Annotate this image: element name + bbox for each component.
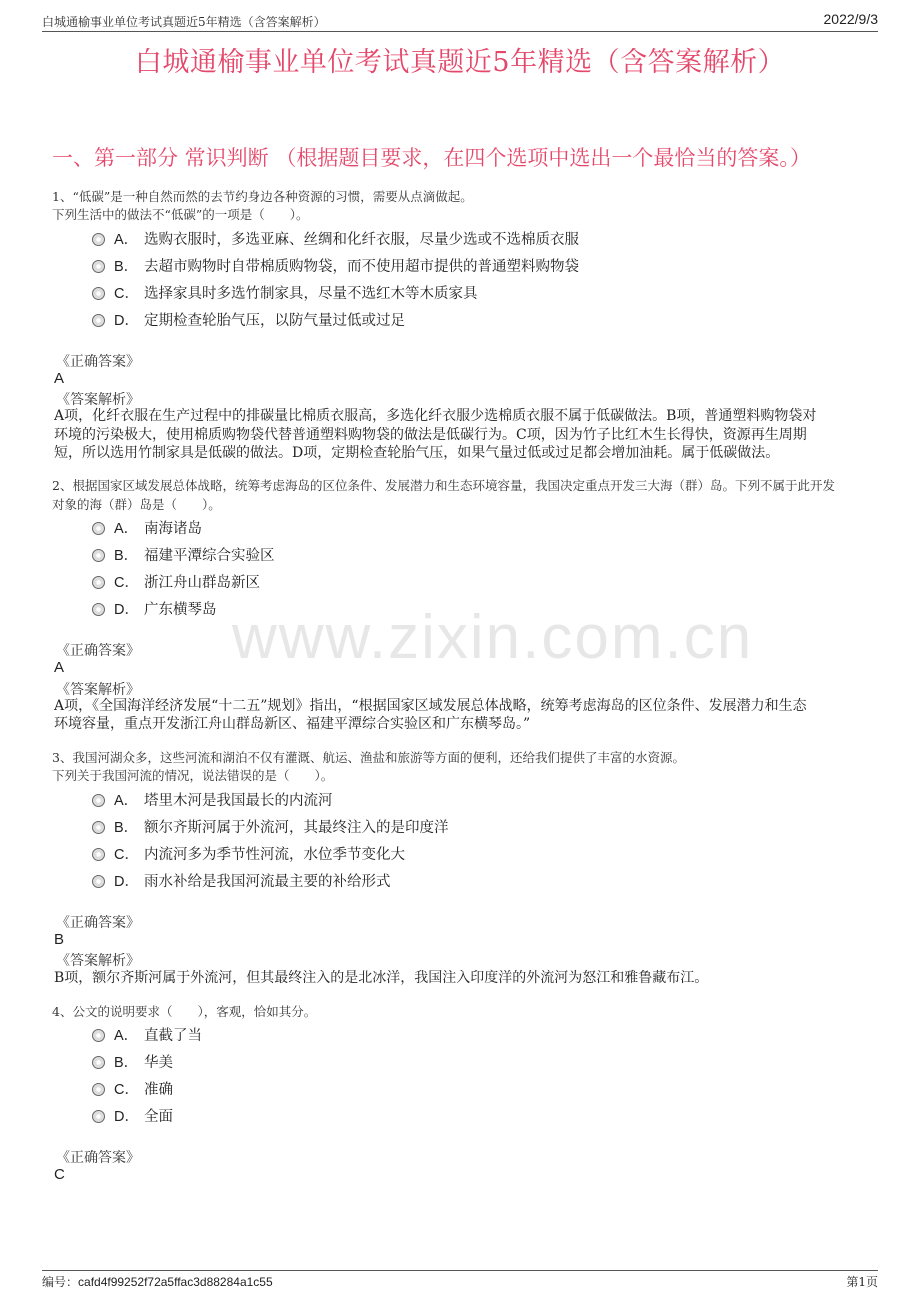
option-letter: B． xyxy=(114,259,139,275)
option-letter: C． xyxy=(114,847,139,863)
analysis-text-line2: 环境的污染极大，使用棉质购物袋代替普通塑料购物袋的做法是低碳行为。C项，因为竹子比红木生长得快，资源再生周期 xyxy=(54,427,807,443)
option-letter: B． xyxy=(114,820,139,836)
radio-icon[interactable] xyxy=(92,794,105,807)
radio-icon[interactable] xyxy=(92,260,105,273)
footer-code-value: cafd4f99252f72a5ffac3d88284a1c55 xyxy=(78,1275,273,1289)
correct-answer-value: B xyxy=(54,931,65,948)
radio-icon[interactable] xyxy=(92,1056,105,1069)
option-letter: C． xyxy=(114,575,139,591)
option-letter: C． xyxy=(114,286,139,302)
question-2-text-line1: 2、根据国家区域发展总体战略，统筹考虑海岛的区位条件、发展潜力和生态环境容量，我国决定重点开发三大海（群）岛。下列不属于此开发 xyxy=(52,478,835,493)
radio-icon[interactable] xyxy=(92,1083,105,1096)
option-text: 塔里木河是我国最长的内流河 xyxy=(144,793,333,809)
option-text: 全面 xyxy=(144,1109,173,1125)
option-text: 华美 xyxy=(144,1055,173,1071)
footer-page-number: 第1页 xyxy=(846,1275,878,1289)
question-1-text-line1: 1、“低碳”是一种自然而然的去节约身边各种资源的习惯，需要从点滴做起。 xyxy=(52,189,473,204)
option-letter: D． xyxy=(114,602,139,618)
analysis-label: 《答案解析》 xyxy=(56,953,140,969)
footer-code-label: 编号： xyxy=(42,1275,79,1289)
question-1-text-line2: 下列生活中的做法不“低碳”的一项是（ ）。 xyxy=(52,207,309,222)
correct-answer-value: C xyxy=(54,1166,65,1183)
analysis-text-line1: A项，《全国海洋经济发展“十二五”规划》指出，“根据国家区域发展总体战略，统筹考虑海岛的区位条件、发展潜力和生态 xyxy=(54,698,807,714)
correct-answer-label: 《正确答案》 xyxy=(56,354,140,370)
option-text: 南海诸岛 xyxy=(144,521,202,537)
radio-icon[interactable] xyxy=(92,287,105,300)
radio-icon[interactable] xyxy=(92,576,105,589)
section-heading: 一、第一部分 常识判断 （根据题目要求，在四个选项中选出一个最恰当的答案。） xyxy=(52,146,811,170)
question-3-text-line1: 3、我国河湖众多，这些河流和湖泊不仅有灌溉、航运、渔盐和旅游等方面的便利，还给我们提供了丰富的水资源。 xyxy=(52,750,685,765)
question-2-text-line2: 对象的海（群）岛是（ ）。 xyxy=(52,497,221,512)
correct-answer-value: A xyxy=(54,370,65,387)
question-4-text-line1: 4、公文的说明要求（ ），客观，恰如其分。 xyxy=(52,1004,317,1019)
radio-icon[interactable] xyxy=(92,821,105,834)
footer-divider xyxy=(42,1270,878,1271)
option-text: 选购衣服时，多选亚麻、丝绸和化纤衣服，尽量少选或不选棉质衣服 xyxy=(144,232,579,248)
option-text: 福建平潭综合实验区 xyxy=(144,548,275,564)
radio-icon[interactable] xyxy=(92,233,105,246)
watermark: www.zixin.com.cn xyxy=(232,603,754,672)
radio-icon[interactable] xyxy=(92,549,105,562)
option-text: 选择家具时多选竹制家具，尽量不选红木等木质家具 xyxy=(144,286,478,302)
analysis-text-line1: A项，化纤衣服在生产过程中的排碳量比棉质衣服高，多选化纤衣服少选棉质衣服不属于低碳做法。B项，普通塑料购物袋对 xyxy=(54,408,817,424)
analysis-text-line3: 短，所以选用竹制家具是低碳的做法。D项，定期检查轮胎气压，如果气量过低或过足都会增加油耗。属于低碳做法。 xyxy=(54,445,780,461)
option-text: 内流河多为季节性河流，水位季节变化大 xyxy=(144,847,405,863)
page-header xyxy=(42,10,878,32)
option-letter: A． xyxy=(114,793,139,809)
radio-icon[interactable] xyxy=(92,875,105,888)
option-letter: B． xyxy=(114,548,139,564)
correct-answer-label: 《正确答案》 xyxy=(56,1150,140,1166)
correct-answer-value: A xyxy=(54,659,65,676)
option-text: 浙江舟山群岛新区 xyxy=(144,575,260,591)
option-letter: D． xyxy=(114,313,139,329)
option-letter: A． xyxy=(114,1028,139,1044)
option-text: 雨水补给是我国河流最主要的补给形式 xyxy=(144,874,391,890)
radio-icon[interactable] xyxy=(92,603,105,616)
header-date: 2022/9/3 xyxy=(823,11,878,27)
footer-doc-code xyxy=(42,1273,273,1290)
option-letter: A． xyxy=(114,232,139,248)
analysis-text-line1: B项，额尔齐斯河属于外流河，但其最终注入的是北冰洋，我国注入印度洋的外流河为怒江和雅鲁藏布江。 xyxy=(54,970,709,986)
radio-icon[interactable] xyxy=(92,1110,105,1123)
analysis-text-line2: 环境容量，重点开发浙江舟山群岛新区、福建平潭综合实验区和广东横琴岛。” xyxy=(54,716,531,732)
analysis-label: 《答案解析》 xyxy=(56,682,140,698)
header-doc-name: 白城通榆事业单位考试真题近5年精选（含答案解析） xyxy=(42,15,326,29)
option-letter: C． xyxy=(114,1082,139,1098)
option-text: 广东横琴岛 xyxy=(144,602,217,618)
document-title: 白城通榆事业单位考试真题近5年精选（含答案解析） xyxy=(134,47,786,78)
question-3-text-line2: 下列关于我国河流的情况，说法错误的是（ ）。 xyxy=(52,768,334,783)
option-letter: D． xyxy=(114,874,139,890)
radio-icon[interactable] xyxy=(92,1029,105,1042)
option-letter: D． xyxy=(114,1109,139,1125)
correct-answer-label: 《正确答案》 xyxy=(56,915,140,931)
option-letter: B． xyxy=(114,1055,139,1071)
option-text: 额尔齐斯河属于外流河，其最终注入的是印度洋 xyxy=(144,820,449,836)
radio-icon[interactable] xyxy=(92,522,105,535)
radio-icon[interactable] xyxy=(92,314,105,327)
option-text: 定期检查轮胎气压，以防气量过低或过足 xyxy=(144,313,405,329)
option-text: 去超市购物时自带棉质购物袋，而不使用超市提供的普通塑料购物袋 xyxy=(144,259,579,275)
correct-answer-label: 《正确答案》 xyxy=(56,643,140,659)
option-text: 准确 xyxy=(144,1082,173,1098)
radio-icon[interactable] xyxy=(92,848,105,861)
option-letter: A． xyxy=(114,521,139,537)
analysis-label: 《答案解析》 xyxy=(56,392,140,408)
option-text: 直截了当 xyxy=(144,1028,202,1044)
